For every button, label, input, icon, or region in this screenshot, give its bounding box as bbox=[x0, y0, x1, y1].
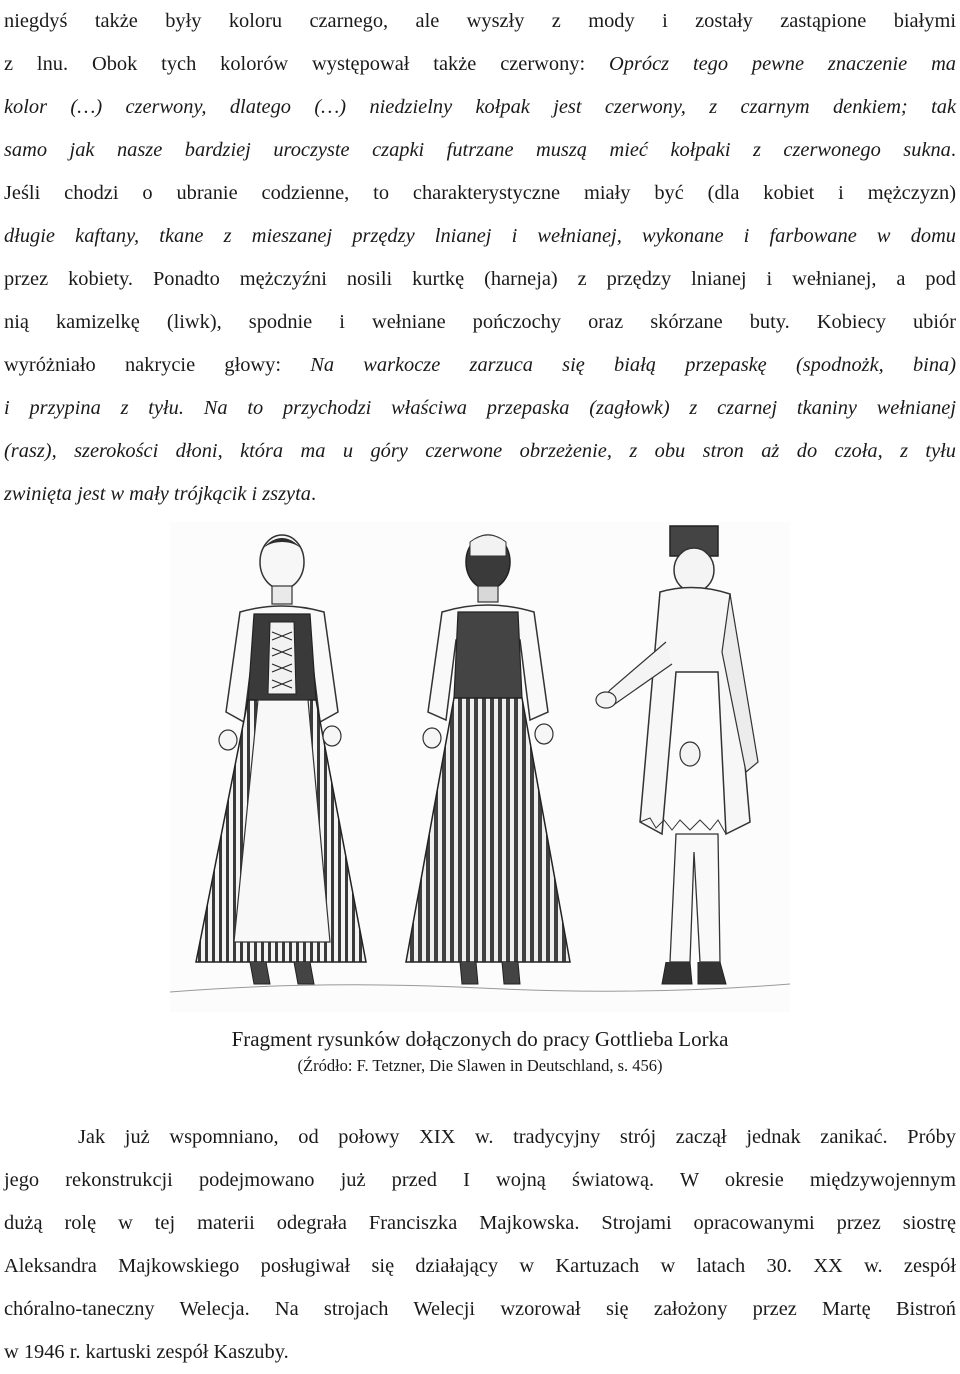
text-line: Aleksandra Majkowskiego posługiwał się działający w Kartuzach w latach 30. XX w. zespół bbox=[4, 1255, 956, 1277]
text-run: . bbox=[950, 139, 956, 161]
text-line bbox=[4, 172, 956, 215]
text-run: z lnu. Obok tych kolorów występował także czerwony: bbox=[4, 53, 610, 75]
text-line: Jak już wspomniano, od połowy XIX w. tradycyjny strój zaczął jednak zanikać. Próby bbox=[78, 1126, 956, 1148]
italic-quote-run: i przypina z tyłu. bbox=[4, 397, 184, 419]
text-line bbox=[4, 387, 956, 430]
text-line: jego rekonstrukcji podejmowano już przed I wojną światową. W okresie międzywojennym bbox=[4, 1169, 956, 1191]
italic-quote-run: Na to przychodzi właściwa przepaska (zagłowk) z czarnej tkaniny wełnianej bbox=[203, 397, 956, 419]
italic-quote-run: kolor (…) czerwony, dlatego (…) niedzielny kołpak jest czerwony, z czarnym denkiem; tak bbox=[4, 96, 956, 118]
text-line bbox=[4, 129, 956, 172]
text-run: przez kobiety. Ponadto mężczyźni nosili kurtkę (harneja) z przędzy lnianej i wełnianej, a pod bbox=[4, 268, 956, 290]
text-line bbox=[4, 344, 956, 387]
text-run: . bbox=[310, 483, 317, 505]
paragraph-costume-revival bbox=[4, 1116, 956, 1374]
italic-quote-run: samo jak nasze bardziej uroczyste czapki futrzane muszą mieć kołpaki z czerwonego sukna bbox=[4, 139, 951, 161]
text-run: nią kamizelkę (liwk), spodnie i wełniane pończochy oraz skórzane buty. Kobiecy ubiór bbox=[4, 311, 956, 333]
text-line: w 1946 r. kartuski zespół Kaszuby. bbox=[4, 1341, 289, 1363]
italic-quote-run: (rasz), szerokości dłoni, która ma u góry czerwone obrzeżenie, z obu stron aż do czoła, z tyłu bbox=[4, 440, 956, 462]
figure-source: (Źródło: F. Tetzner, Die Slawen in Deutschland, s. 456) bbox=[297, 1056, 663, 1075]
italic-quote-run: Oprócz tego pewne znaczenie ma bbox=[609, 53, 956, 75]
italic-quote-run: długie kaftany, tkane z mieszanej przędzy lnianej i wełnianej, wykonane i farbowane w domu bbox=[4, 225, 956, 247]
costume-drawing bbox=[170, 522, 790, 1012]
text-line bbox=[4, 301, 956, 344]
text-line bbox=[4, 215, 956, 258]
text-run: Jeśli chodzi o ubranie codzienne, to charakterystyczne miały być (dla kobiet i mężczyzn) bbox=[4, 182, 956, 204]
text-line bbox=[4, 430, 956, 473]
text-line: chóralno-taneczny Welecja. Na strojach Welecji wzorował się założony przez Martę Bistroń bbox=[4, 1298, 956, 1320]
text-run bbox=[184, 397, 204, 419]
text-line bbox=[4, 43, 956, 86]
costume-illustration bbox=[170, 522, 790, 1012]
italic-quote-run: Na warkocze zarzuca się białą przepaskę (spodnożk, bina) bbox=[310, 354, 957, 376]
text-line bbox=[4, 86, 956, 129]
italic-quote-run: zwinięta jest w mały trójkącik i zszyta bbox=[4, 483, 311, 505]
text-line bbox=[4, 258, 956, 301]
paragraph-costume-description bbox=[4, 0, 956, 516]
text-run: wyróżniało nakrycie głowy: bbox=[4, 354, 311, 376]
text-run: niegdyś także były koloru czarnego, ale wyszły z mody i zostały zastąpione białymi bbox=[4, 10, 956, 32]
text-line bbox=[4, 473, 956, 516]
figure-caption: Fragment rysunków dołączonych do pracy Gottlieba Lorka bbox=[231, 1027, 729, 1051]
text-line: dużą rolę w tej materii odegrała Franciszka Majkowska. Strojami opracowanymi przez siostrę bbox=[4, 1212, 956, 1234]
text-line bbox=[4, 0, 956, 43]
